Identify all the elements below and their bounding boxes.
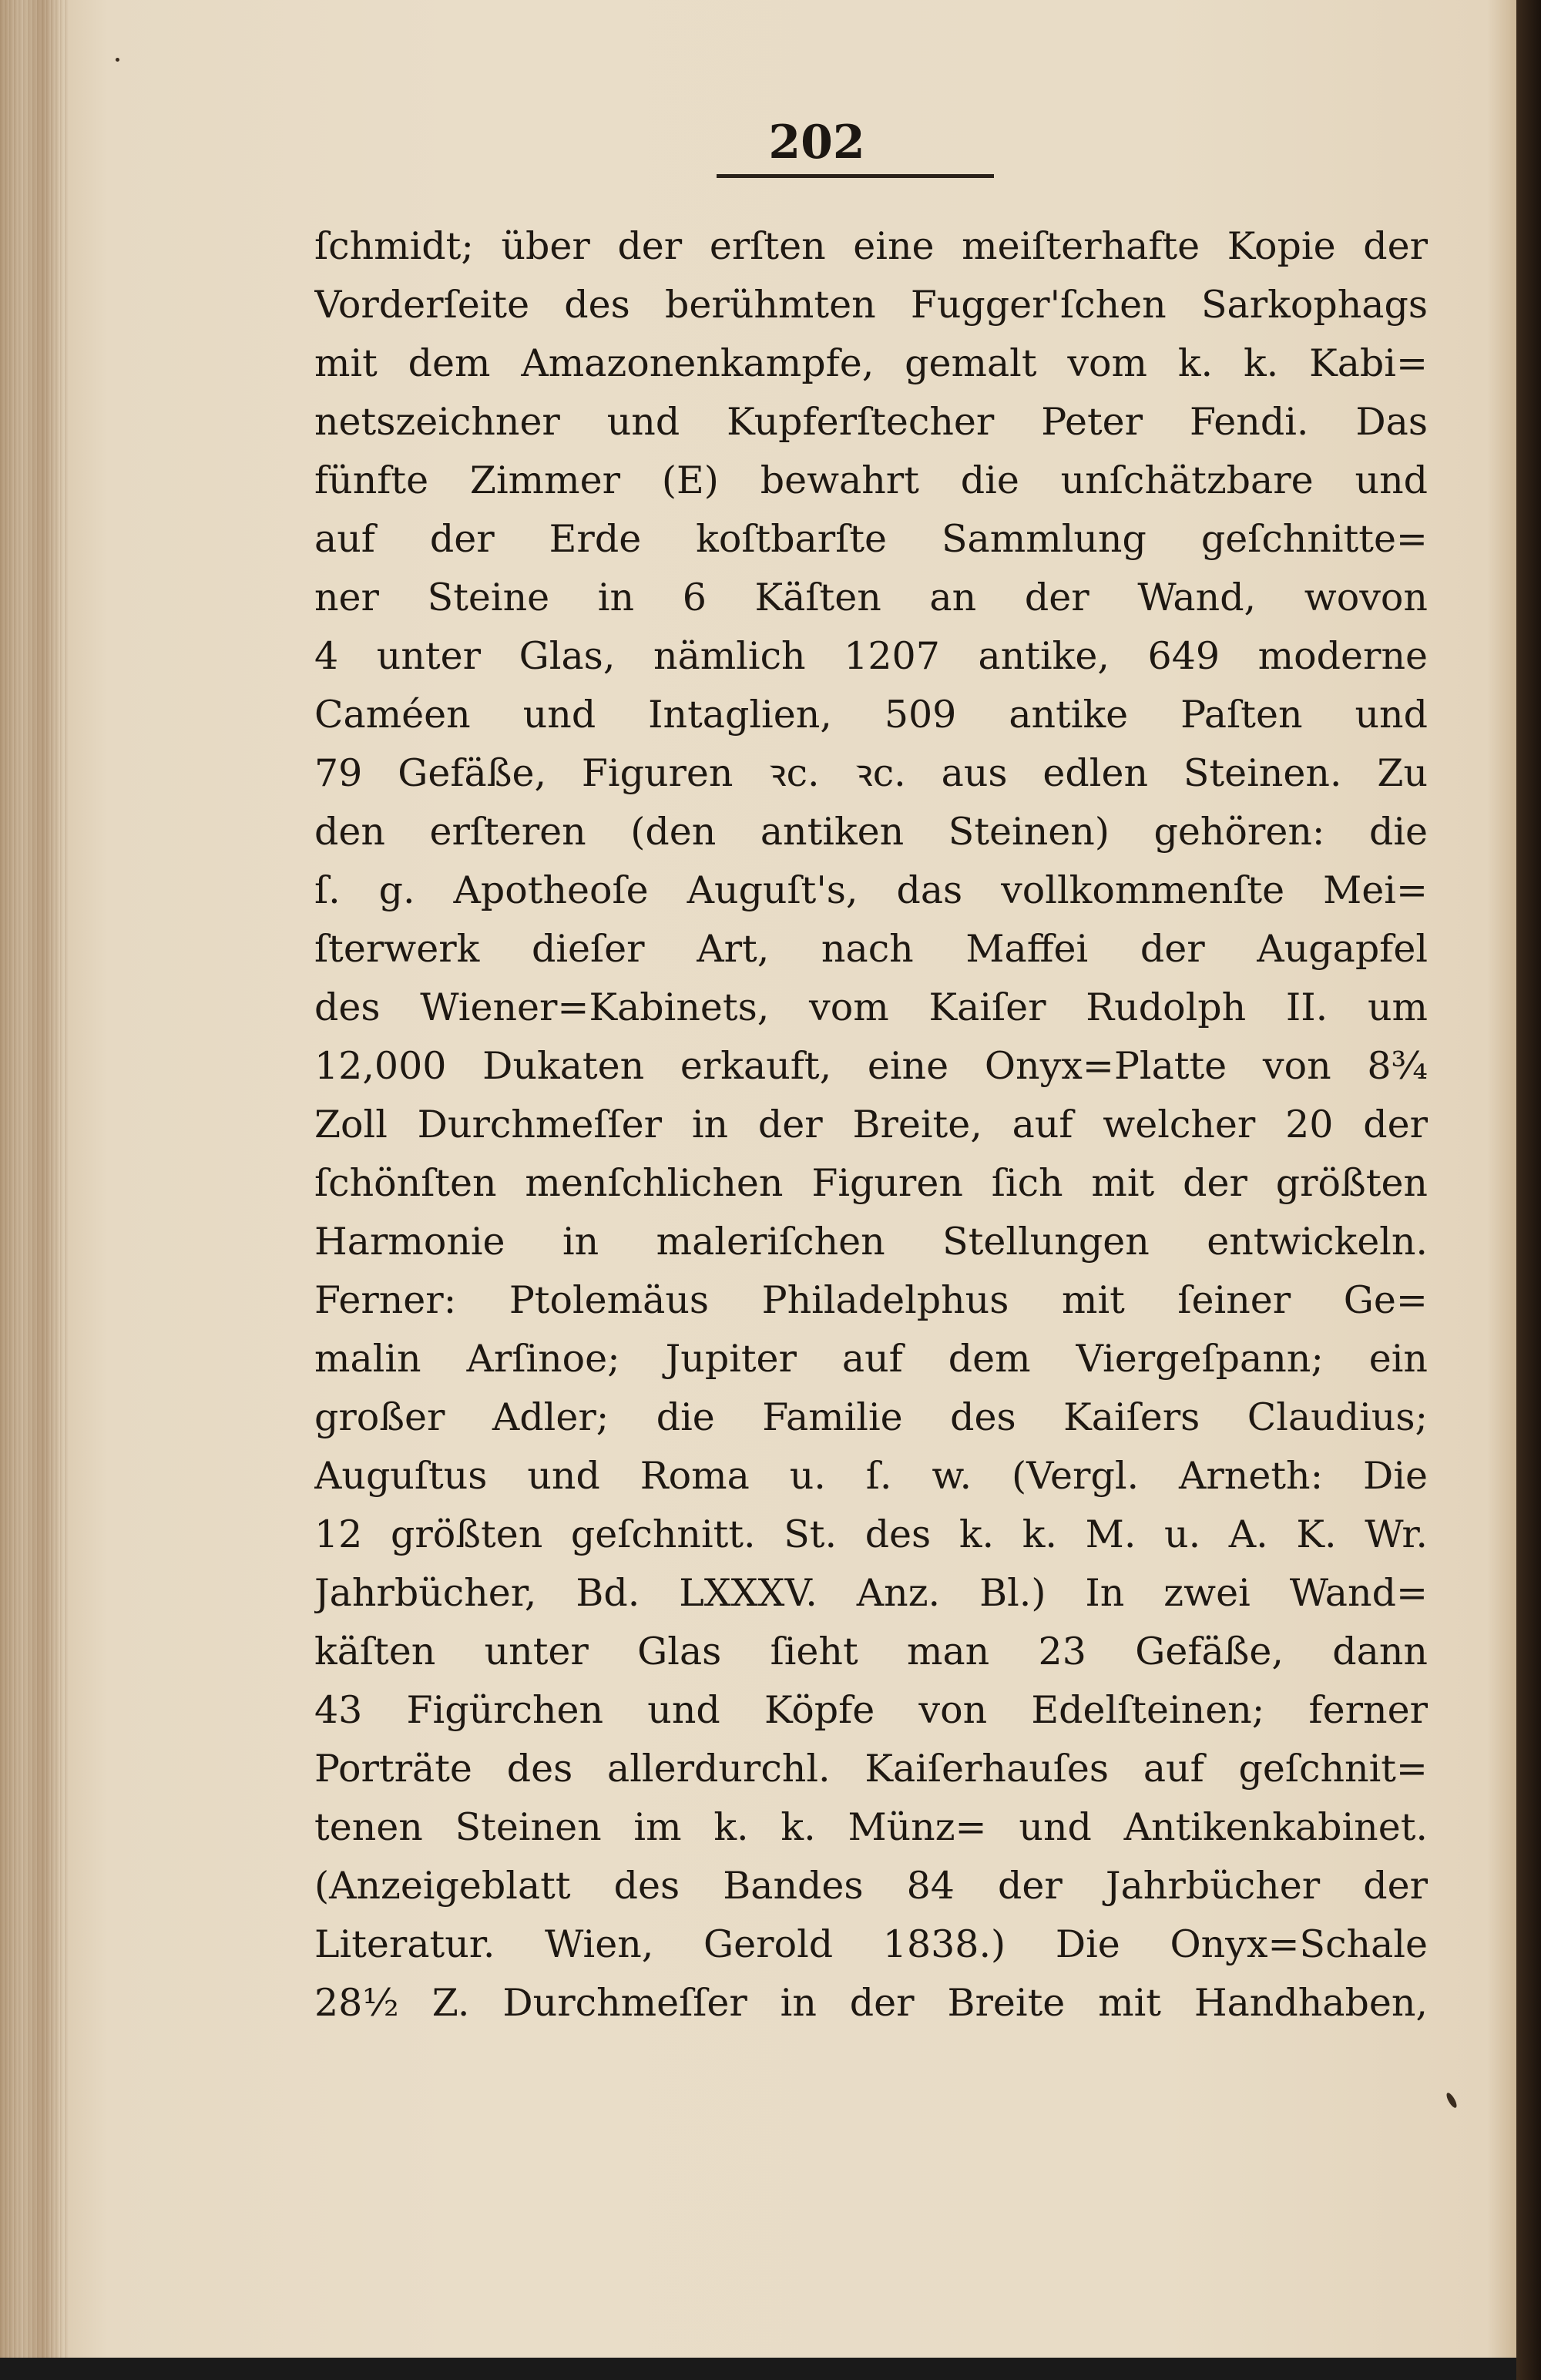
text-line: fünfte Zimmer (E) bewahrt die unſchätzbare und xyxy=(314,458,1428,502)
text-line: 12,000 Dukaten erkauft, eine Onyx=Platte von 8³⁄₄ xyxy=(314,1044,1428,1088)
text-line: Harmonie in maleriſchen Stellungen entwickeln. xyxy=(314,1220,1428,1264)
text-line: Jahrbücher, Bd. LXXXV. Anz. Bl.) In zwei Wand= xyxy=(314,1571,1428,1615)
text-line: ſterwerk dieſer Art, nach Maffei der Augapfel xyxy=(314,927,1428,971)
text-line: Zoll Durchmeſſer in der Breite, auf welcher 20 der xyxy=(314,1103,1428,1146)
text-line: Ferner: Ptolemäus Philadelphus mit ſeiner Ge= xyxy=(314,1278,1428,1322)
text-line: ſchmidt; über der erſten eine meiſterhafte Kopie der xyxy=(314,224,1428,268)
text-line: den erſteren (den antiken Steinen) gehören: die xyxy=(314,810,1428,854)
body-text xyxy=(314,217,1428,2033)
text-line: 12 größten geſchnitt. St. des k. k. M. u. A. K. Wr. xyxy=(314,1512,1428,1556)
header-rule xyxy=(717,174,994,178)
text-line: 28¹⁄₂ Z. Durchmeſſer in der Breite mit Handhaben, xyxy=(314,1981,1428,2025)
text-line: ſ. g. Apotheoſe Auguſt's, das vollkommenſte Mei= xyxy=(314,868,1428,912)
text-line: tenen Steinen im k. k. Münz= und Antikenkabinet. xyxy=(314,1805,1428,1849)
text-line: Vorderſeite des berühmten Fugger'ſchen Sarkophags xyxy=(314,283,1428,327)
text-line: ſchönſten menſchlichen Figuren ſich mit der größten xyxy=(314,1161,1428,1205)
text-line: auf der Erde koſtbarſte Sammlung geſchnitte= xyxy=(314,517,1428,561)
text-line: 79 Gefäße, Figuren ꝛc. ꝛc. aus edlen Steinen. Zu xyxy=(314,751,1428,795)
book-spine xyxy=(1516,0,1541,2380)
text-line: des Wiener=Kabinets, vom Kaiſer Rudolph II. um xyxy=(314,985,1428,1029)
text-line: netszeichner und Kupferſtecher Peter Fendi. Das xyxy=(314,400,1428,444)
text-line: Caméen und Intaglien, 509 antike Paſten und xyxy=(314,693,1428,737)
paper-speck xyxy=(116,58,119,62)
text-line: 43 Figürchen und Köpfe von Edelſteinen; ferner xyxy=(314,1688,1428,1732)
text-line: mit dem Amazonenkampfe, gemalt vom k. k. Kabi= xyxy=(314,341,1428,385)
page-edge xyxy=(0,0,69,2358)
text-line: ner Steine in 6 Käſten an der Wand, wovon xyxy=(314,576,1428,619)
text-line: 4 unter Glas, nämlich 1207 antike, 649 moderne xyxy=(314,634,1428,678)
page-number: 202 xyxy=(768,116,865,170)
text-line: malin Arſinoe; Jupiter auf dem Viergeſpann; ein xyxy=(314,1337,1428,1381)
text-line: großer Adler; die Familie des Kaiſers Claudius; xyxy=(314,1395,1428,1439)
text-line: (Anzeigeblatt des Bandes 84 der Jahrbücher der xyxy=(314,1864,1428,1908)
text-line: Porträte des allerdurchl. Kaiſerhauſes auf geſchnit= xyxy=(314,1747,1428,1791)
text-line: Literatur. Wien, Gerold 1838.) Die Onyx=Schale xyxy=(314,1922,1428,1966)
text-line: käſten unter Glas ſieht man 23 Gefäße, dann xyxy=(314,1630,1428,1673)
text-line: Auguſtus und Roma u. ſ. w. (Vergl. Arneth: Die xyxy=(314,1454,1428,1498)
paper-speck xyxy=(1445,2091,1459,2109)
